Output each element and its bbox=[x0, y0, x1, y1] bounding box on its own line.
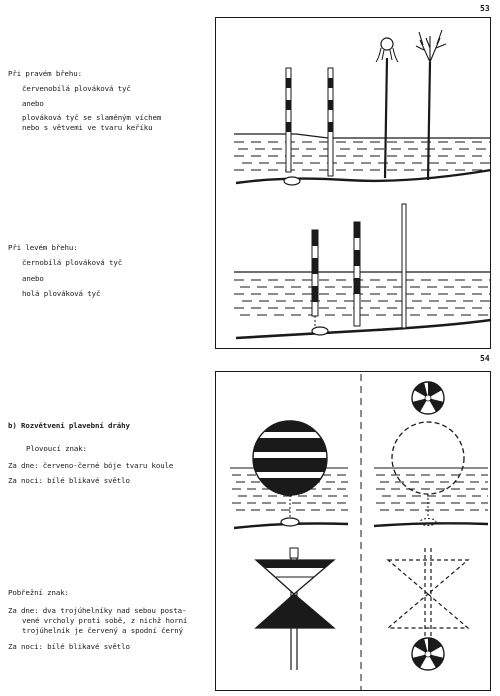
flashing-light-icon-bottom bbox=[412, 638, 444, 670]
figure-panel-bank-poles bbox=[215, 17, 491, 349]
shore-day-line-3: trojúhelník je červený a spodní černý bbox=[22, 626, 183, 635]
shore-sign-day bbox=[256, 548, 334, 670]
flashing-light-icon-top bbox=[412, 382, 444, 414]
lower-riverbed bbox=[236, 320, 491, 338]
page-number-53: 53 bbox=[480, 4, 490, 13]
straw-wisp-pole bbox=[376, 38, 398, 178]
plain-pole bbox=[402, 204, 406, 328]
page-number-54: 54 bbox=[480, 354, 490, 363]
upper-bank-line bbox=[234, 134, 491, 138]
upper-riverbed bbox=[236, 170, 491, 183]
riverbed-night bbox=[374, 523, 488, 526]
fork-marks-illustration bbox=[216, 372, 492, 692]
left-bank-line-3: holá plováková tyč bbox=[22, 289, 101, 298]
left-bank-line-1: černobílá plováková tyč bbox=[22, 258, 123, 267]
black-white-pole-1 bbox=[312, 230, 318, 328]
right-bank-heading: Při pravém břehu: bbox=[8, 69, 82, 78]
branch-bush-pole bbox=[416, 30, 446, 180]
shore-night: Za noci: bílé blikavé světlo bbox=[8, 642, 130, 651]
fork-heading: b) Rozvětvení plavební dráhy bbox=[8, 421, 130, 430]
left-bank-line-2: anebo bbox=[22, 274, 44, 283]
right-bank-line-3: plováková tyč se slaměným víchem bbox=[22, 113, 162, 122]
right-bank-line-2: anebo bbox=[22, 99, 44, 108]
red-white-pole-1 bbox=[286, 68, 291, 172]
black-white-pole-2 bbox=[354, 222, 360, 326]
right-bank-line-1: červenobílá plováková tyč bbox=[22, 84, 131, 93]
bank-poles-illustration bbox=[216, 18, 492, 350]
floating-day: Za dne: červeno-černé bóje tvaru koule bbox=[8, 461, 174, 470]
figure-panel-fork-marks bbox=[215, 371, 491, 691]
shore-title: Pobřežní znak: bbox=[8, 588, 69, 597]
upper-anchor-stone bbox=[284, 177, 300, 185]
shore-day-line-1: Za dne: dva trojúhelníky nad sebou posta- bbox=[8, 606, 187, 615]
left-bank-heading: Při levém břehu: bbox=[8, 243, 78, 252]
floating-night: Za noci: bílé blikavé světlo bbox=[8, 476, 130, 485]
shore-day-line-2: vené vrcholy proti sobě, z nichž horní bbox=[22, 616, 188, 625]
right-bank-line-4: nebo s větvemi ve tvaru keříku bbox=[22, 123, 153, 132]
red-white-pole-2 bbox=[328, 68, 333, 176]
floating-title: Plovoucí znak: bbox=[26, 444, 87, 453]
lower-anchor-stone bbox=[312, 327, 328, 335]
triangle-black-lower bbox=[256, 594, 334, 628]
